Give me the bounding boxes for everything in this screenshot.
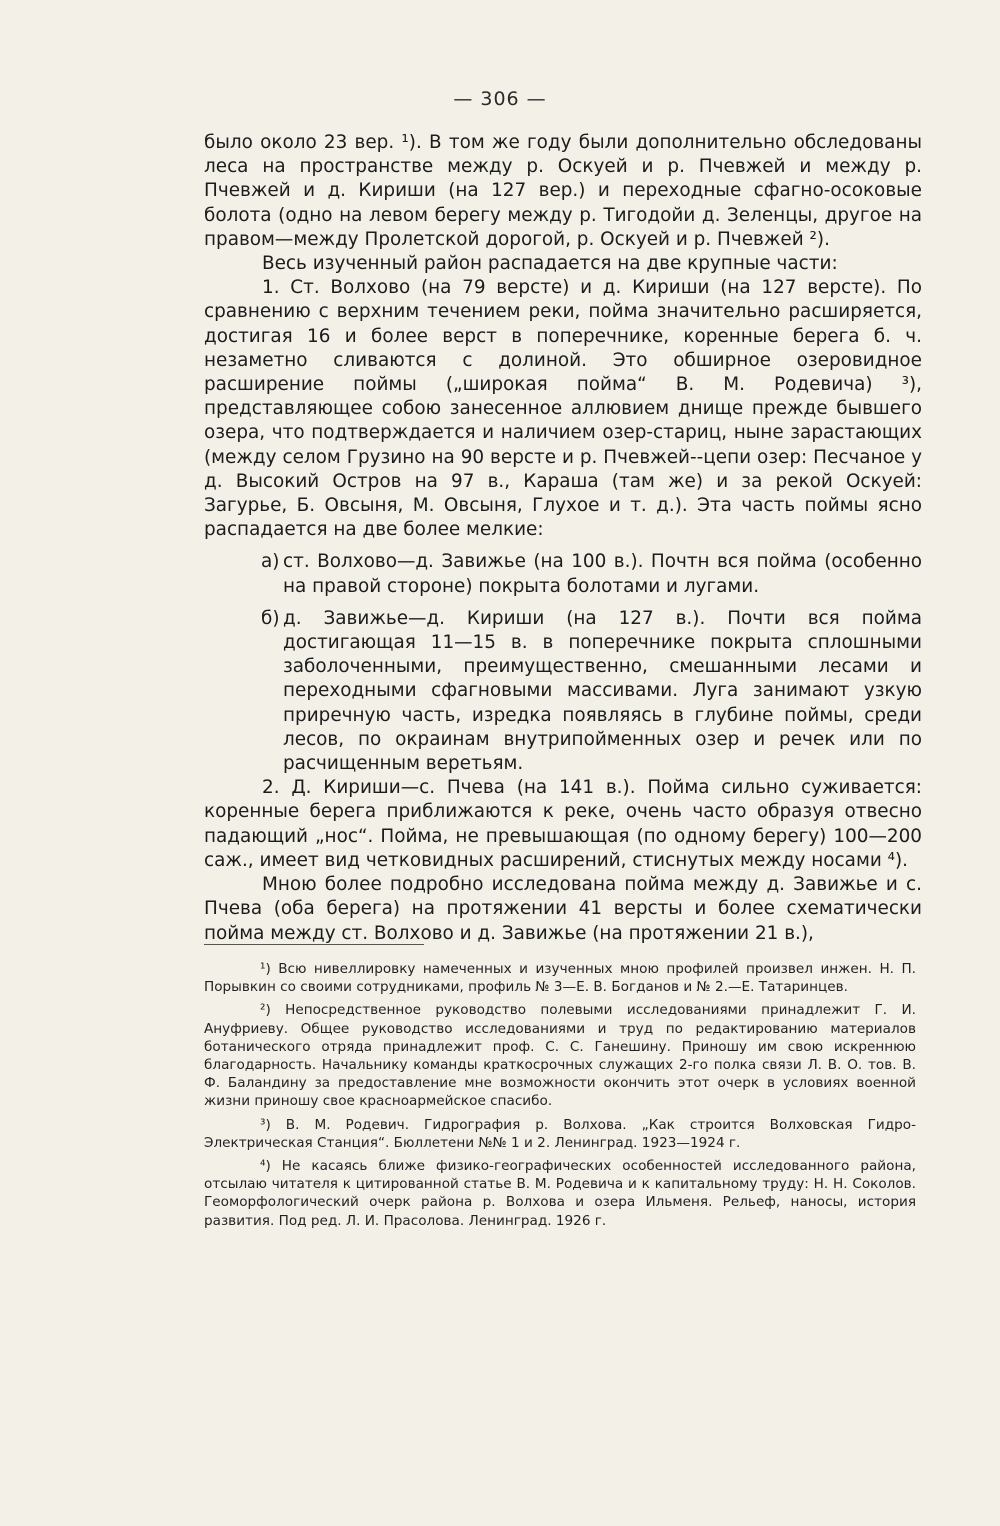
page-number: — 306 — [453,88,547,110]
paragraph: 1. Ст. Волхово (на 79 версте) и д. Кириши (на 127 версте). По сравнению с верхним течением реки, пойма значительно расширяется, достигая 16 и более верст в поперечнике, коренные берега б. ч. незаметно сливаются с долиной. Это обширное озеровидное расширение поймы („широкая пойма“ В. М. Родевича) ³), представляющее собою занесенное аллювием днище прежде бывшего озера, что подтверждается и наличием озер-стариц, ныне зарастающих (между селом Грузино на 90 версте и р. Пчевжей--цепи озер: Песчаное у д. Высокий Остров на 97 в., Караша (там же) и за рекой Оскуей: Загурье, Б. Овсыня, М. Овсыня, Глухое и т. д.). Эта часть поймы ясно распадается на две более мелкие: [204,277,922,541]
main-text [204,131,922,946]
list-item [204,550,922,598]
list-marker: а) [261,551,280,573]
paragraph: 2. Д. Кириши—с. Пчева (на 141 в.). Пойма сильно суживается: коренные берега приближаются к реке, очень часто образуя отвесно падающий „нос“. Пойма, не превышающая (по одному берегу) 100—200 саж., имеет вид четковидных расширений, стиснутых между носами ⁴). [204,777,922,871]
paragraph: Весь изученный район распадается на две крупные части: [262,253,838,275]
paragraph: Мною более подробно исследована пойма между д. Завижье и с. Пчева (оба берега) на протяжении 41 версты и более схематически пойма между ст. Волхово и д. Завижье (на протяжении 21 в.), [204,874,922,944]
footnote-separator [204,944,424,945]
footnote: ³) В. М. Родевич. Гидрография р. Волхова. „Как строится Волховская Гидро-Электрическая Станция“. Бюллетени №№ 1 и 2. Ленинград. 1923—1924 г. [204,1116,916,1151]
paragraph: было около 23 вер. ¹). В том же году были дополнительно обследованы леса на пространстве между р. Оскуей и р. Пчевжей и между р. Пчевжей и д. Кириши (на 127 вер.) и переходные сфагно-осоковые болота (одно на левом берегу между р. Тигодойи д. Зеленцы, другое на правом—между Пролетской дорогой, р. Оскуей и р. Пчевжей ²). [204,132,922,250]
list-item-text: д. Завижье—д. Кириши (на 127 в.). Почти вся пойма достигающая 11—15 в. в поперечнике покрыта сплошными заболоченными, преимущественно, смешанными лесами и переходными сфагновыми массивами. Луга занимают узкую приречную часть, изредка появляясь в глубине поймы, среди лесов, по окраинам внутрипойменных озер и речек или по расчищенным веретьям. [283,607,922,775]
footnotes [204,960,916,1235]
footnote: ²) Непосредственное руководство полевыми исследованиями принадлежит Г. И. Ануфриеву. Общее руководство исследованиями и труд по редактированию материалов ботанического отряда принадлежит проф. С. С. Ганешину. Приношу им свою искреннюю благодарность. Начальнику команды краткосрочных служащих 2-го полка связи Л. В. О. тов. В. Ф. Баландину за предоставление мне возможности окончить этот очерк в условиях военной жизни приношу свое красноармейское спасибо. [204,1002,916,1110]
list-marker: б) [261,607,280,629]
list-item-text: ст. Волхово—д. Завижье (на 100 в.). Почтн вся пойма (особенно на правой стороне) покрыта болотами и лугами. [283,551,922,597]
footnote: ¹) Всю нивеллировку намеченных и изученных мною профилей произвел инжен. Н. П. Порывкин со своими сотрудниками, профиль № 3—Е. В. Богданов и № 2.—Е. Татаринцев. [204,961,916,996]
list-item [204,607,922,776]
footnote: ⁴) Не касаясь ближе физико-географических особенностей исследованного района, отсылаю читателя к цитированной статье В. М. Родевича и к капитальному труду: Н. Н. Соколов. Геоморфологический очерк района р. Волхова и озера Ильменя. Рельеф, наносы, история развития. Под ред. Л. И. Прасолова. Ленинград. 1926 г. [204,1158,916,1229]
